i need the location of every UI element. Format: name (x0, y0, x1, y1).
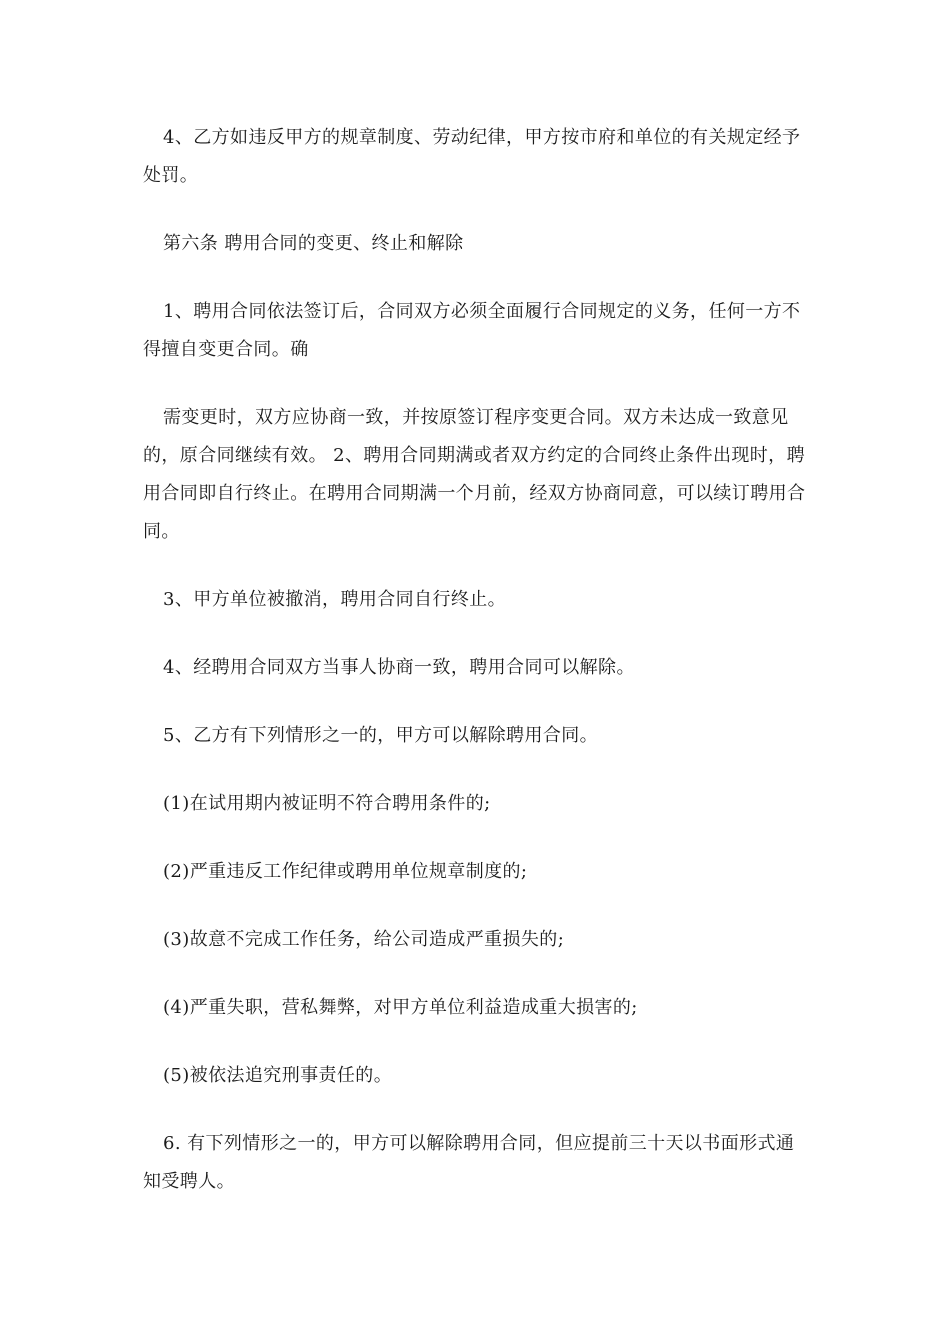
list-item-4: (4)严重失职，营私舞弊，对甲方单位利益造成重大损害的; (163, 997, 638, 1018)
paragraph-clause-5-dismissal: 5、乙方有下列情形之一的，甲方可以解除聘用合同。 (163, 725, 599, 746)
section-heading-article-6: 第六条 聘用合同的变更、终止和解除 (163, 233, 464, 254)
paragraph-change-procedure: 需变更时，双方应协商一致，并按原签订程序变更合同。双方未达成一致意见的，原合同继续有效。 2、聘用合同期满或者双方约定的合同终止条件出现时，聘用合同即自行终止。在聘用合同期满一个月前，经双方协商同意，可以续订聘用合同。 (143, 407, 806, 542)
paragraph-clause-1-change: 1、聘用合同依法签订后，合同双方必须全面履行合同规定的义务，任何一方不得擅自变更合同。确 (143, 301, 801, 360)
list-item-1: (1)在试用期内被证明不符合聘用条件的; (163, 793, 491, 814)
list-item-5: (5)被依法追究刑事责任的。 (163, 1065, 393, 1086)
paragraph-clause-3-revoked: 3、甲方单位被撤消，聘用合同自行终止。 (163, 589, 507, 610)
paragraph-clause-4-discipline: 4、乙方如违反甲方的规章制度、劳动纪律，甲方按市府和单位的有关规定经予处罚。 (143, 127, 801, 186)
paragraph-clause-4-mutual: 4、经聘用合同双方当事人协商一致，聘用合同可以解除。 (163, 657, 635, 678)
list-item-2: (2)严重违反工作纪律或聘用单位规章制度的; (163, 861, 528, 882)
paragraph-clause-6-notice: 6. 有下列情形之一的，甲方可以解除聘用合同，但应提前三十天以书面形式通知受聘人。 (143, 1133, 795, 1192)
list-item-3: (3)故意不完成工作任务，给公司造成严重损失的; (163, 929, 565, 950)
